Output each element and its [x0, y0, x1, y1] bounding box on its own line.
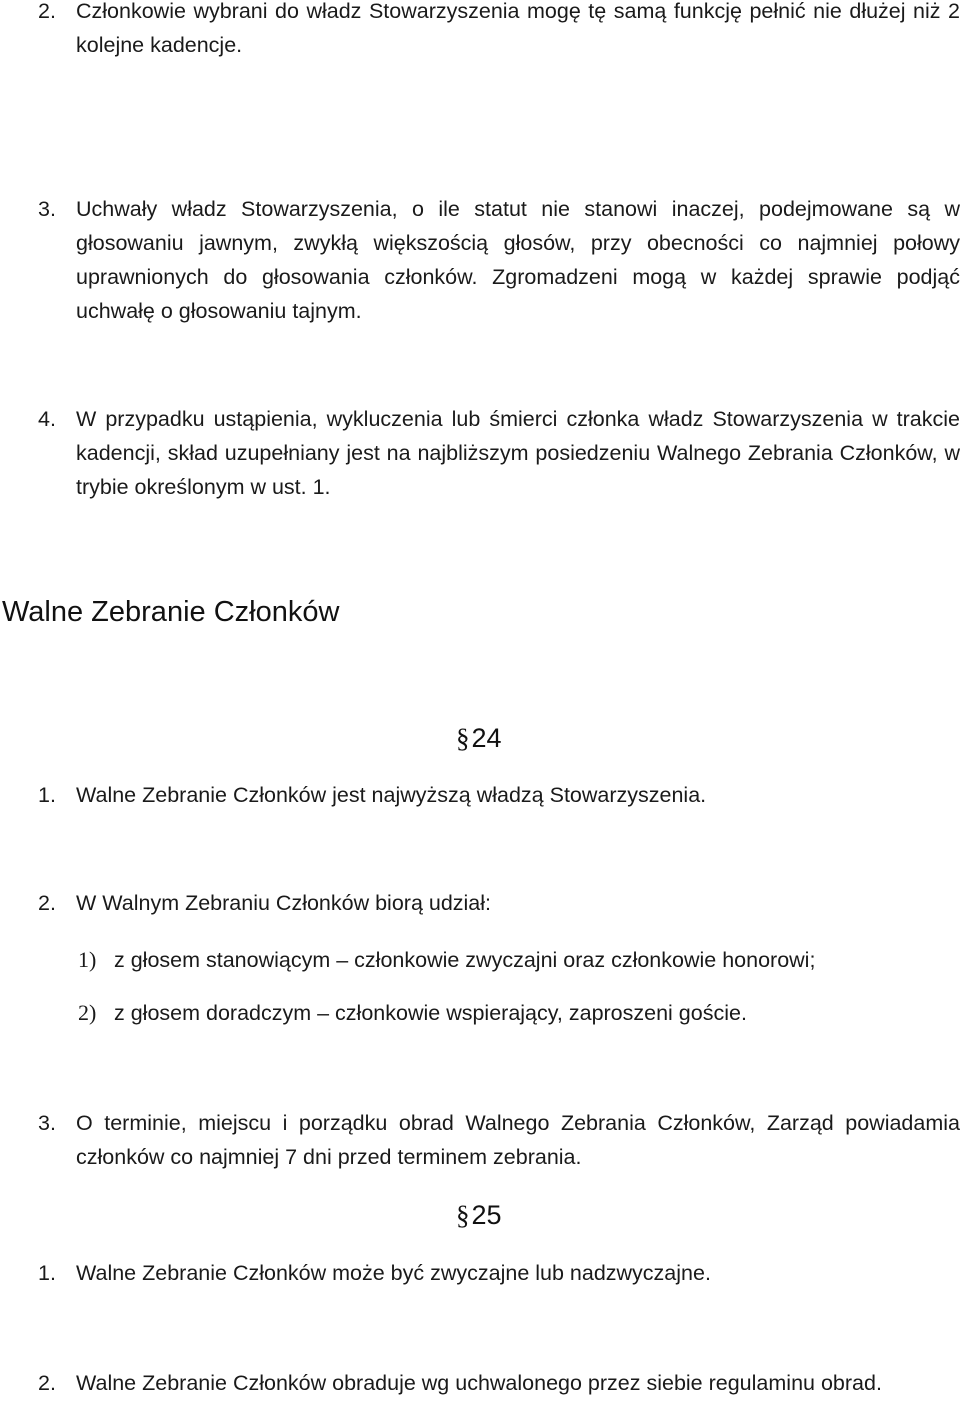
subitem-number: 1)	[78, 947, 97, 972]
paragraph-text: Członkowie wybrani do władz Stowarzyszenia mogę tę samą funkcję pełnić nie dłużej niż 2 kolejne kadencje.	[76, 0, 960, 57]
paragraph-number: 4.	[38, 407, 56, 431]
paragraph-text: Uchwały władz Stowarzyszenia, o ile statut nie stanowi inaczej, podejmowane są w głosowaniu jawnym, zwykłą większością głosów, przy obecności co najmniej połowy uprawnionych do głosowania członków. Zgromadzeni mogą w każdej sprawie podjąć uchwałę o głosowaniu tajnym.	[76, 197, 960, 323]
subitem-text: z głosem stanowiącym – członkowie zwyczajni oraz członkowie honorowi;	[114, 948, 816, 972]
item-text: O terminie, miejscu i porządku obrad Walnego Zebrania Członków, Zarząd powiadamia członków co najmniej 7 dni przed terminem zebrania.	[76, 1111, 960, 1169]
subitem-number: 2)	[78, 1000, 97, 1025]
paragraph-number: 3.	[38, 197, 56, 221]
paragraph-number: 2.	[38, 0, 56, 23]
paragraph-3	[38, 192, 960, 328]
section-sign: §	[456, 723, 470, 753]
section-24-subitem-2	[78, 996, 960, 1030]
item-number: 1.	[38, 1261, 56, 1285]
item-text: Walne Zebranie Członków obraduje wg uchwalonego przez siebie regulaminu obrad.	[76, 1371, 882, 1395]
section-24-item-1	[38, 778, 960, 812]
section-25-item-2	[38, 1366, 960, 1400]
section-25-item-1	[38, 1256, 960, 1290]
paragraph-2	[38, 0, 960, 62]
item-text: Walne Zebranie Członków jest najwyższą władzą Stowarzyszenia.	[76, 783, 707, 807]
section-25-mark	[456, 1197, 502, 1233]
subitem-text: z głosem doradczym – członkowie wspierający, zaproszeni goście.	[114, 1001, 747, 1025]
chapter-heading: Walne Zebranie Członków	[2, 596, 340, 628]
section-24-mark	[456, 720, 502, 756]
paragraph-4	[38, 402, 960, 504]
item-number: 2.	[38, 891, 56, 915]
item-text: Walne Zebranie Członków może być zwyczajne lub nadzwyczajne.	[76, 1261, 711, 1285]
section-24-subitem-1	[78, 943, 960, 977]
item-number: 3.	[38, 1111, 56, 1135]
section-24-item-2	[38, 886, 960, 920]
section-number: 24	[471, 723, 502, 753]
section-24-item-3	[38, 1106, 960, 1174]
paragraph-text: W przypadku ustąpienia, wykluczenia lub śmierci członka władz Stowarzyszenia w trakcie kadencji, skład uzupełniany jest na najbliższym posiedzeniu Walnego Zebrania Członków, w trybie określonym w ust. 1.	[76, 407, 960, 499]
item-text: W Walnym Zebraniu Członków biorą udział:	[76, 891, 492, 915]
item-number: 1.	[38, 783, 56, 807]
item-number: 2.	[38, 1371, 56, 1395]
section-sign: §	[456, 1200, 470, 1230]
section-number: 25	[471, 1200, 502, 1230]
